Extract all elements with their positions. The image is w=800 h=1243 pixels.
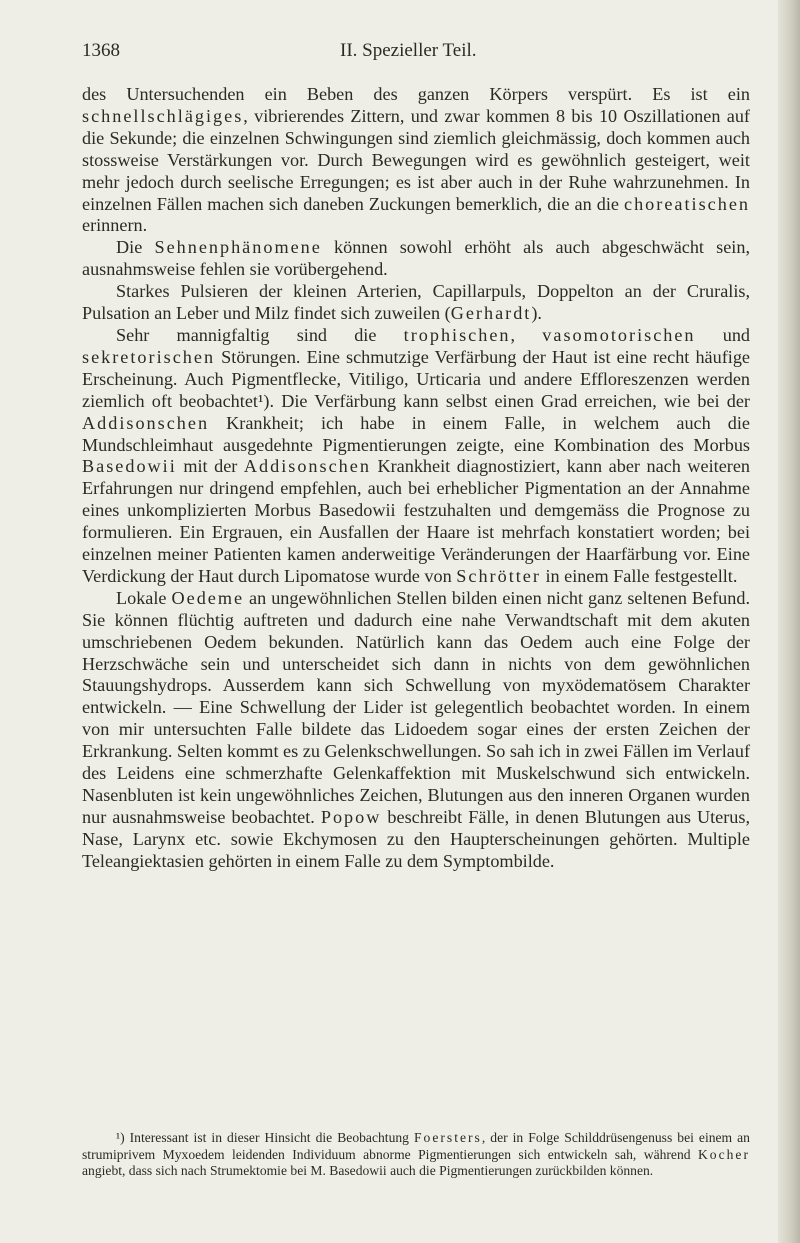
text-run: können sowohl erhöht als auch abgeschwächt sein, ausnahmsweise fehlen sie vorübergehend.	[82, 237, 751, 280]
text-run: angiebt, dass sich nach Strumektomie bei M. Basedowii auch die Pigmentierungen zurückbilden können.	[82, 1163, 654, 1179]
text-run: ).	[531, 303, 542, 324]
text-run: in einem Falle festgestellt.	[540, 565, 738, 586]
text-run: des Untersuchenden ein Beben des ganzen Körpers verspürt. Es ist ein	[82, 84, 750, 104]
emphasized-term: Kocher	[697, 1146, 750, 1162]
emphasized-term: Schrötter	[456, 565, 541, 586]
text-run: Starkes Pulsieren der kleinen Arterien, Capillarpuls, Doppelton an der Cruralis, Pulsation an Leber und Milz findet sich zuweilen (	[82, 281, 750, 324]
emphasized-term: Sehnenphänomene	[154, 237, 322, 258]
text-run: Die	[116, 237, 155, 258]
running-head: II. Spezieller Teil.	[340, 40, 477, 61]
text-run: Krankheit diagnostiziert, kann aber nach weiteren Erfahrungen nur dringend empfehlen, auch bei erheblicher Pigmentation an der Annahme eines unkomplizierten Morbus Basedowii festzuhalten und demgemäss die Prognose zu formulieren. Ein Ergrauen, ein Ausfallen der Haare ist mehrfach konstatiert worden; bei einzelnen meiner Patienten kamen anderweitige Veränderungen der Haarfärbung vor. Eine Verdickung der Haut durch Lipomatose wurde von	[82, 456, 750, 586]
emphasized-term: choreatischen	[624, 193, 750, 214]
emphasized-term: Popow	[320, 806, 382, 827]
emphasized-term: Addisonschen	[82, 412, 210, 433]
paragraph	[82, 588, 750, 873]
text-run: ,	[510, 324, 543, 345]
text-run: , vibrierendes Zittern, und zwar kommen 8 bis 10 Oszillationen auf die Sekunde; die einzelnen Schwingungen sind ziemlich gleichmässig, doch kommen auch stossweise Verstärkungen vor. Durch Bewegungen wird es gewöhnlich gesteigert, weit mehr jedoch durch seelische Erregungen; es ist aber auch in der Ruhe wahrzunehmen. In einzelnen Fällen machen sich daneben Zuckungen bemerklich, die an die	[82, 105, 750, 214]
paragraph	[82, 325, 750, 588]
emphasized-term: trophischen	[403, 324, 511, 345]
emphasized-term: Foersters	[414, 1130, 482, 1145]
text-run: erinnern.	[82, 215, 148, 236]
emphasized-term: Addisonschen	[243, 456, 371, 477]
text-run: an ungewöhnlichen Stellen bilden einen nicht ganz seltenen Befund. Sie können flüchtig auftreten und dadurch eine nahe Verwandtschaft mit dem akuten umschriebenen Oedem bekunden. Natürlich kann das Oedem auch eine Folge der Herzschwäche sein und unterscheidet sich dann in nichts von dem gewöhnlichen Stauungshydrops. Ausserdem kann sich Schwellung von myxödematösem Charakter entwickeln. — Eine Schwellung der Lider ist gelegentlich beobachtet worden. In einem von mir untersuchten Falle bildete das Lidoedem sogar eines der ersten Zeichen der Erkrankung. Selten kommt es zu Gelenkschwellungen. So sah ich in zwei Fällen im Verlauf des Leidens eine schmerzhafte Gelenkaffektion mit Muskelschwund sich entwickeln. Nasenbluten ist kein ungewöhnliches Zeichen, Blutungen aus den inneren Organen wurden nur ausnahmsweise beobachtet.	[82, 587, 751, 827]
text-run: Sehr mannigfaltig sind die	[116, 324, 404, 345]
page-edge	[778, 0, 800, 1243]
paragraph	[82, 84, 750, 237]
paragraph	[82, 237, 750, 281]
page-header	[82, 40, 722, 68]
emphasized-term: Basedowii	[82, 456, 177, 477]
page-number: 1368	[82, 40, 120, 61]
text-run: ¹) Interessant ist in dieser Hinsicht die Beobachtung	[116, 1130, 414, 1145]
emphasized-term: vasomotorischen	[542, 324, 696, 345]
text-run: mit der	[176, 456, 244, 477]
emphasized-term: sekretorischen	[82, 346, 216, 367]
text-run: Störungen. Eine schmutzige Verfärbung der Haut ist eine recht häufige Erscheinung. Auch Pigmentflecke, Vitiligo, Urticaria und andere Effloreszenzen werden ziemlich oft beobachtet¹). Die Verfärbung kann selbst einen Grad erreichen, wie bei der	[82, 346, 750, 411]
text-run: Krankheit; ich habe in einem Falle, in welchem auch die Mundschleimhaut ausgedehnte Pigmentierungen zeigte, eine Kombination des Morbus	[82, 412, 750, 455]
text-run: , der in Folge Schilddrüsengenuss bei einem an strumiprivem Myxoedem leidenden Individuum abnorme Pigmentierungen sich entwickeln sah, während	[82, 1130, 750, 1162]
text-run: beschreibt Fälle, in denen Blutungen aus Uterus, Nase, Larynx etc. sowie Ekchymosen zu den Haupterscheinungen gehörten. Multiple Teleangiektasien gehörten in einem Falle zu dem Symptombilde.	[82, 806, 750, 871]
paragraph	[82, 281, 750, 325]
emphasized-term: schnellschlägiges	[82, 105, 244, 126]
emphasized-term: Oedeme	[171, 587, 245, 608]
text-run: Lokale	[116, 587, 172, 608]
text-run: und	[695, 324, 751, 345]
footnote	[82, 1130, 750, 1180]
body-text	[82, 84, 750, 873]
emphasized-term: Gerhardt	[450, 303, 532, 324]
